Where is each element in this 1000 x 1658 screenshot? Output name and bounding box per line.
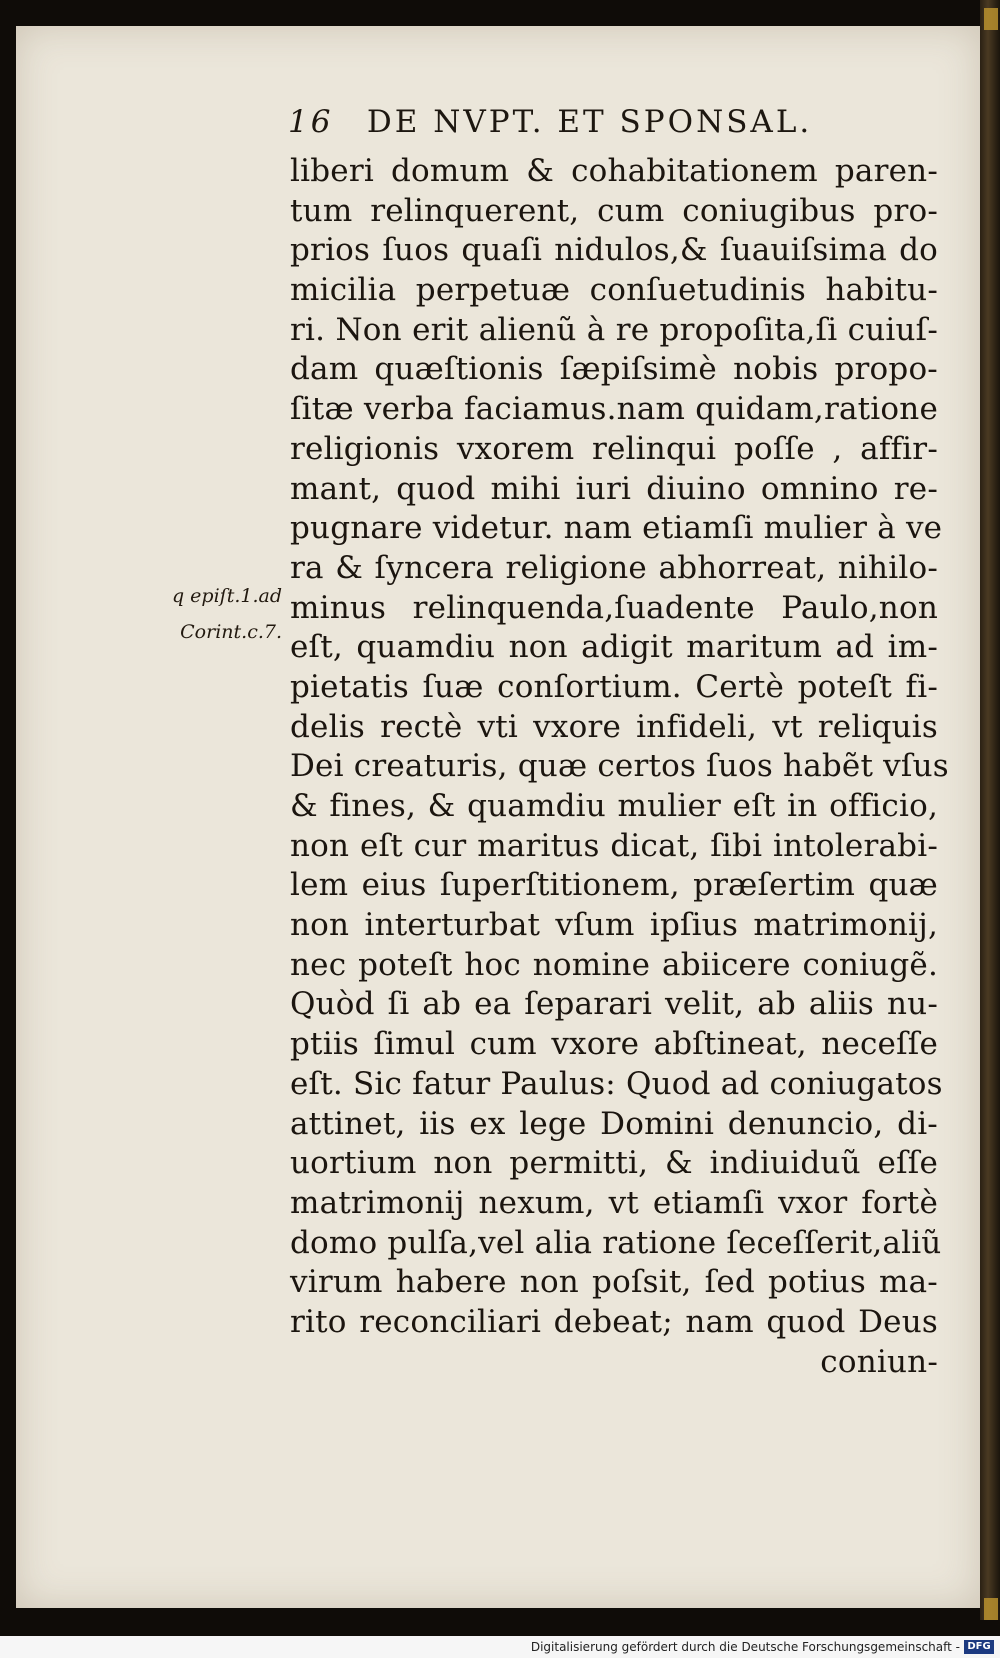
- page-number: 16: [288, 104, 334, 140]
- running-title: DE NVPT. ET SPONSAL.: [366, 104, 813, 140]
- text-line: matrimonij nexum, vt etiamſi vxor fortè: [290, 1184, 938, 1221]
- text-line: micilia perpetuæ conſuetudinis habitu-: [290, 272, 938, 309]
- body-text: [290, 152, 949, 1382]
- marginal-note: q epiſt.1.ad: [171, 585, 282, 607]
- text-line: dam quæſtionis ſæpiſsimè nobis propo-: [290, 351, 938, 388]
- text-line: tum relinquerent, cum coniugibus pro-: [290, 192, 938, 229]
- text-line: ptiis ſimul cum vxore abſtineat, neceſſe: [290, 1026, 938, 1063]
- text-line: delis rectè vti vxore infideli, vt reliquis: [290, 708, 938, 745]
- text-line: liberi domum & cohabitationem paren-: [290, 153, 938, 189]
- catchword: coniun-: [820, 1343, 938, 1380]
- text-line: non eſt cur maritus dicat, ſibi intolerabi-: [290, 827, 938, 864]
- text-line: uortium non permitti, & indiuiduũ eſſe: [290, 1145, 938, 1182]
- text-line: Dei creaturis, quæ certos ſuos habẽt vſus: [290, 748, 949, 785]
- text-line: pugnare videtur. nam etiamſi mulier à ve: [290, 510, 943, 547]
- page-header: [288, 104, 848, 140]
- footer-credit: Digitalisierung gefördert durch die Deutsche Forschungsgemeinschaft -: [530, 1640, 960, 1654]
- text-line: ri. Non erit alienũ à re propoſita,ſi cuiuſ-: [290, 311, 938, 348]
- dfg-logo: DFG: [964, 1640, 994, 1654]
- text-line: rito reconciliari debeat; nam quod Deus: [290, 1303, 938, 1340]
- text-line: pietatis ſuæ conſortium. Certè poteſt fi-: [290, 668, 938, 705]
- text-line: lem eius ſuperſtitionem, præſertim quæ: [290, 867, 938, 904]
- text-line: non interturbat vſum ipſius matrimonij,: [290, 907, 938, 944]
- text-line: eſt, quamdiu non adigit maritum ad im-: [290, 629, 938, 666]
- text-line: attinet, iis ex lege Domini denuncio, di-: [290, 1105, 938, 1142]
- text-line: religionis vxorem relinqui poſſe , affir-: [290, 430, 938, 467]
- text-line: eſt. Sic fatur Paulus: Quod ad coniugatos: [290, 1065, 943, 1102]
- text-line: virum habere non poſsit, ſed potius ma-: [290, 1264, 938, 1301]
- text-line: domo pulſa,vel alia ratione ſeceſſerit,aliũ: [290, 1224, 942, 1261]
- text-line: Quòd ſi ab ea ſeparari velit, ab aliis nu-: [290, 986, 938, 1023]
- page-edge: [980, 0, 1000, 1620]
- text-line: ſitæ verba faciamus.nam quidam,ratione: [290, 391, 938, 428]
- text-line: nec poteſt hoc nomine abiicere coniugẽ.: [290, 946, 938, 983]
- edge-mark: [984, 8, 998, 30]
- text-line: minus relinquenda,ſuadente Paulo,non: [290, 589, 938, 626]
- text-line: ra & ſyncera religione abhorreat, nihilo-: [290, 549, 938, 586]
- text-line: mant, quod mihi iuri diuino omnino re-: [290, 470, 938, 507]
- edge-mark: [984, 1598, 998, 1620]
- text-line: prios ſuos quaſi nidulos,& ſuauiſsima do: [290, 232, 938, 269]
- marginal-note: Corint.c.7.: [180, 621, 282, 643]
- text-line: & fines, & quamdiu mulier eſt in officio,: [290, 788, 938, 824]
